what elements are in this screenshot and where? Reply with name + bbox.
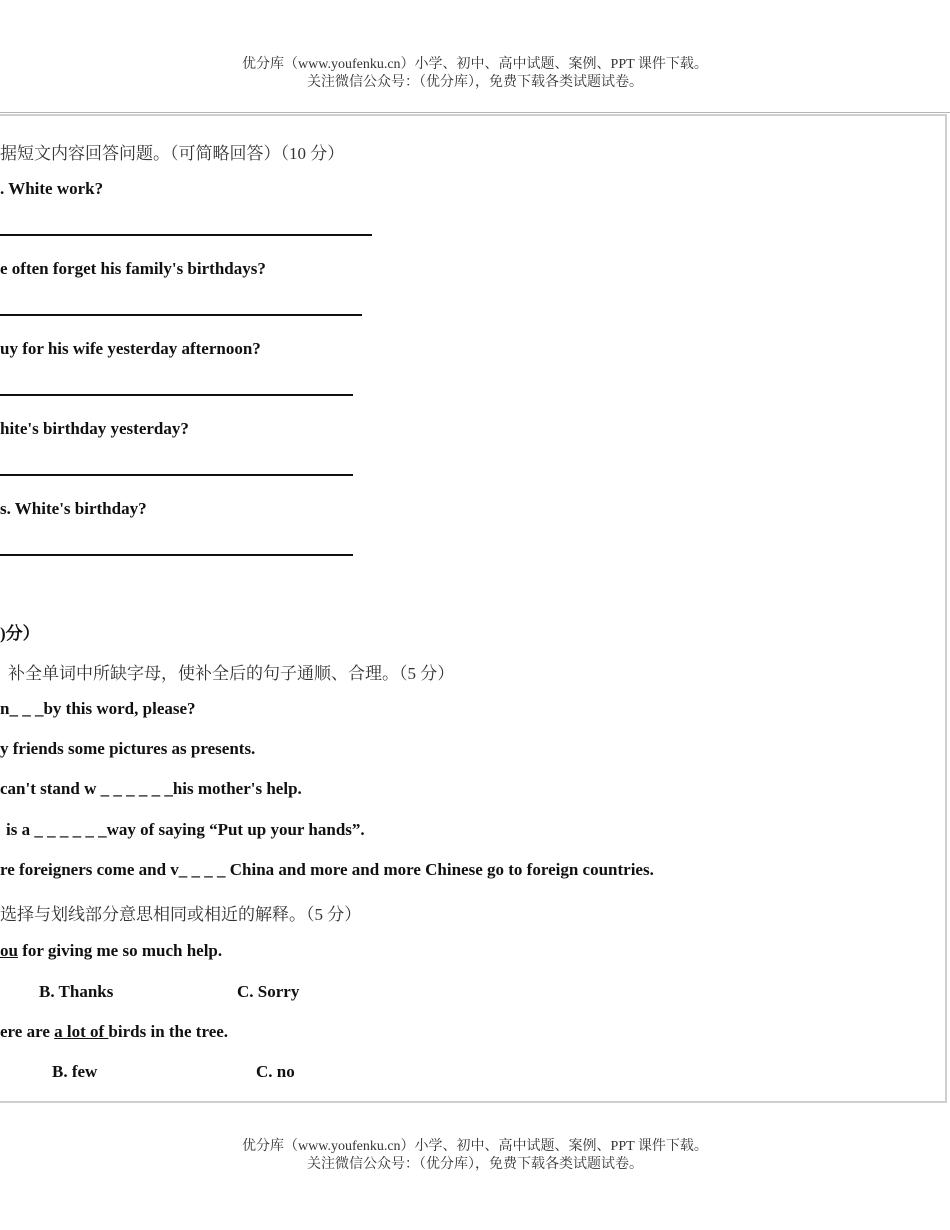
fill-sentence-3: can't stand w _ _ _ _ _ _his mother's help. [0, 779, 302, 798]
fill-sentence-1: n_ _ _by this word, please? [0, 699, 196, 718]
underlined-phrase: a lot of [54, 1022, 109, 1041]
underlined-phrase: ou [0, 941, 18, 960]
option-c[interactable]: C. no [256, 1062, 295, 1081]
fill-sentence-5: re foreigners come and v_ _ _ _ China and more and more Chinese go to foreign countries. [0, 860, 654, 879]
footer-line-2: 关注微信公众号：（优分库），免费下载各类试题试卷。 [307, 1157, 643, 1172]
question-2: e often forget his family's birthdays? [0, 259, 266, 278]
option-c[interactable]: C. Sorry [237, 982, 300, 1001]
part-b-instruction: 选择与划线部分意思相同或相近的解释。（5 分） [0, 905, 362, 924]
choice-question-1 [0, 941, 222, 961]
choice-question-2 [0, 1022, 228, 1042]
header-line-1: 优分库（www.youfenku.cn）小学、初中、高中试题、案例、PPT 课件下载。 [242, 57, 708, 72]
question-text: for giving me so much help. [17, 941, 223, 960]
header-line-2: 关注微信公众号：（优分库），免费下载各类试题试卷。 [307, 75, 643, 90]
question-3: uy for his wife yesterday afternoon? [0, 339, 261, 358]
page-footer [0, 1138, 950, 1174]
page-header [0, 56, 950, 92]
header-divider [0, 112, 950, 113]
answer-line-3[interactable] [0, 394, 353, 396]
fill-sentence-4: is a _ _ _ _ _ _way of saying “Put up your hands”. [6, 820, 365, 839]
answer-line-2[interactable] [0, 314, 362, 316]
section-heading: )分） [0, 624, 40, 643]
question-4: hite's birthday yesterday? [0, 419, 189, 438]
part-a-instruction: 补全单词中所缺字母，使补全后的句子通顺、合理。（5 分） [8, 664, 455, 683]
answer-line-5[interactable] [0, 554, 353, 556]
question-text: ere are [0, 1022, 55, 1041]
reading-instruction: 据短文内容回答问题。（可简略回答）（10 分） [0, 144, 345, 163]
fill-sentence-2: y friends some pictures as presents. [0, 739, 256, 758]
question-5: s. White's birthday? [0, 499, 147, 518]
answer-line-4[interactable] [0, 474, 353, 476]
option-b[interactable]: B. Thanks [39, 982, 114, 1001]
option-b[interactable]: B. few [52, 1062, 98, 1081]
answer-line-1[interactable] [0, 234, 372, 236]
footer-line-1: 优分库（www.youfenku.cn）小学、初中、高中试题、案例、PPT 课件下载。 [242, 1139, 708, 1154]
question-1: . White work? [0, 179, 104, 198]
question-text-end: birds in the tree. [108, 1022, 229, 1041]
